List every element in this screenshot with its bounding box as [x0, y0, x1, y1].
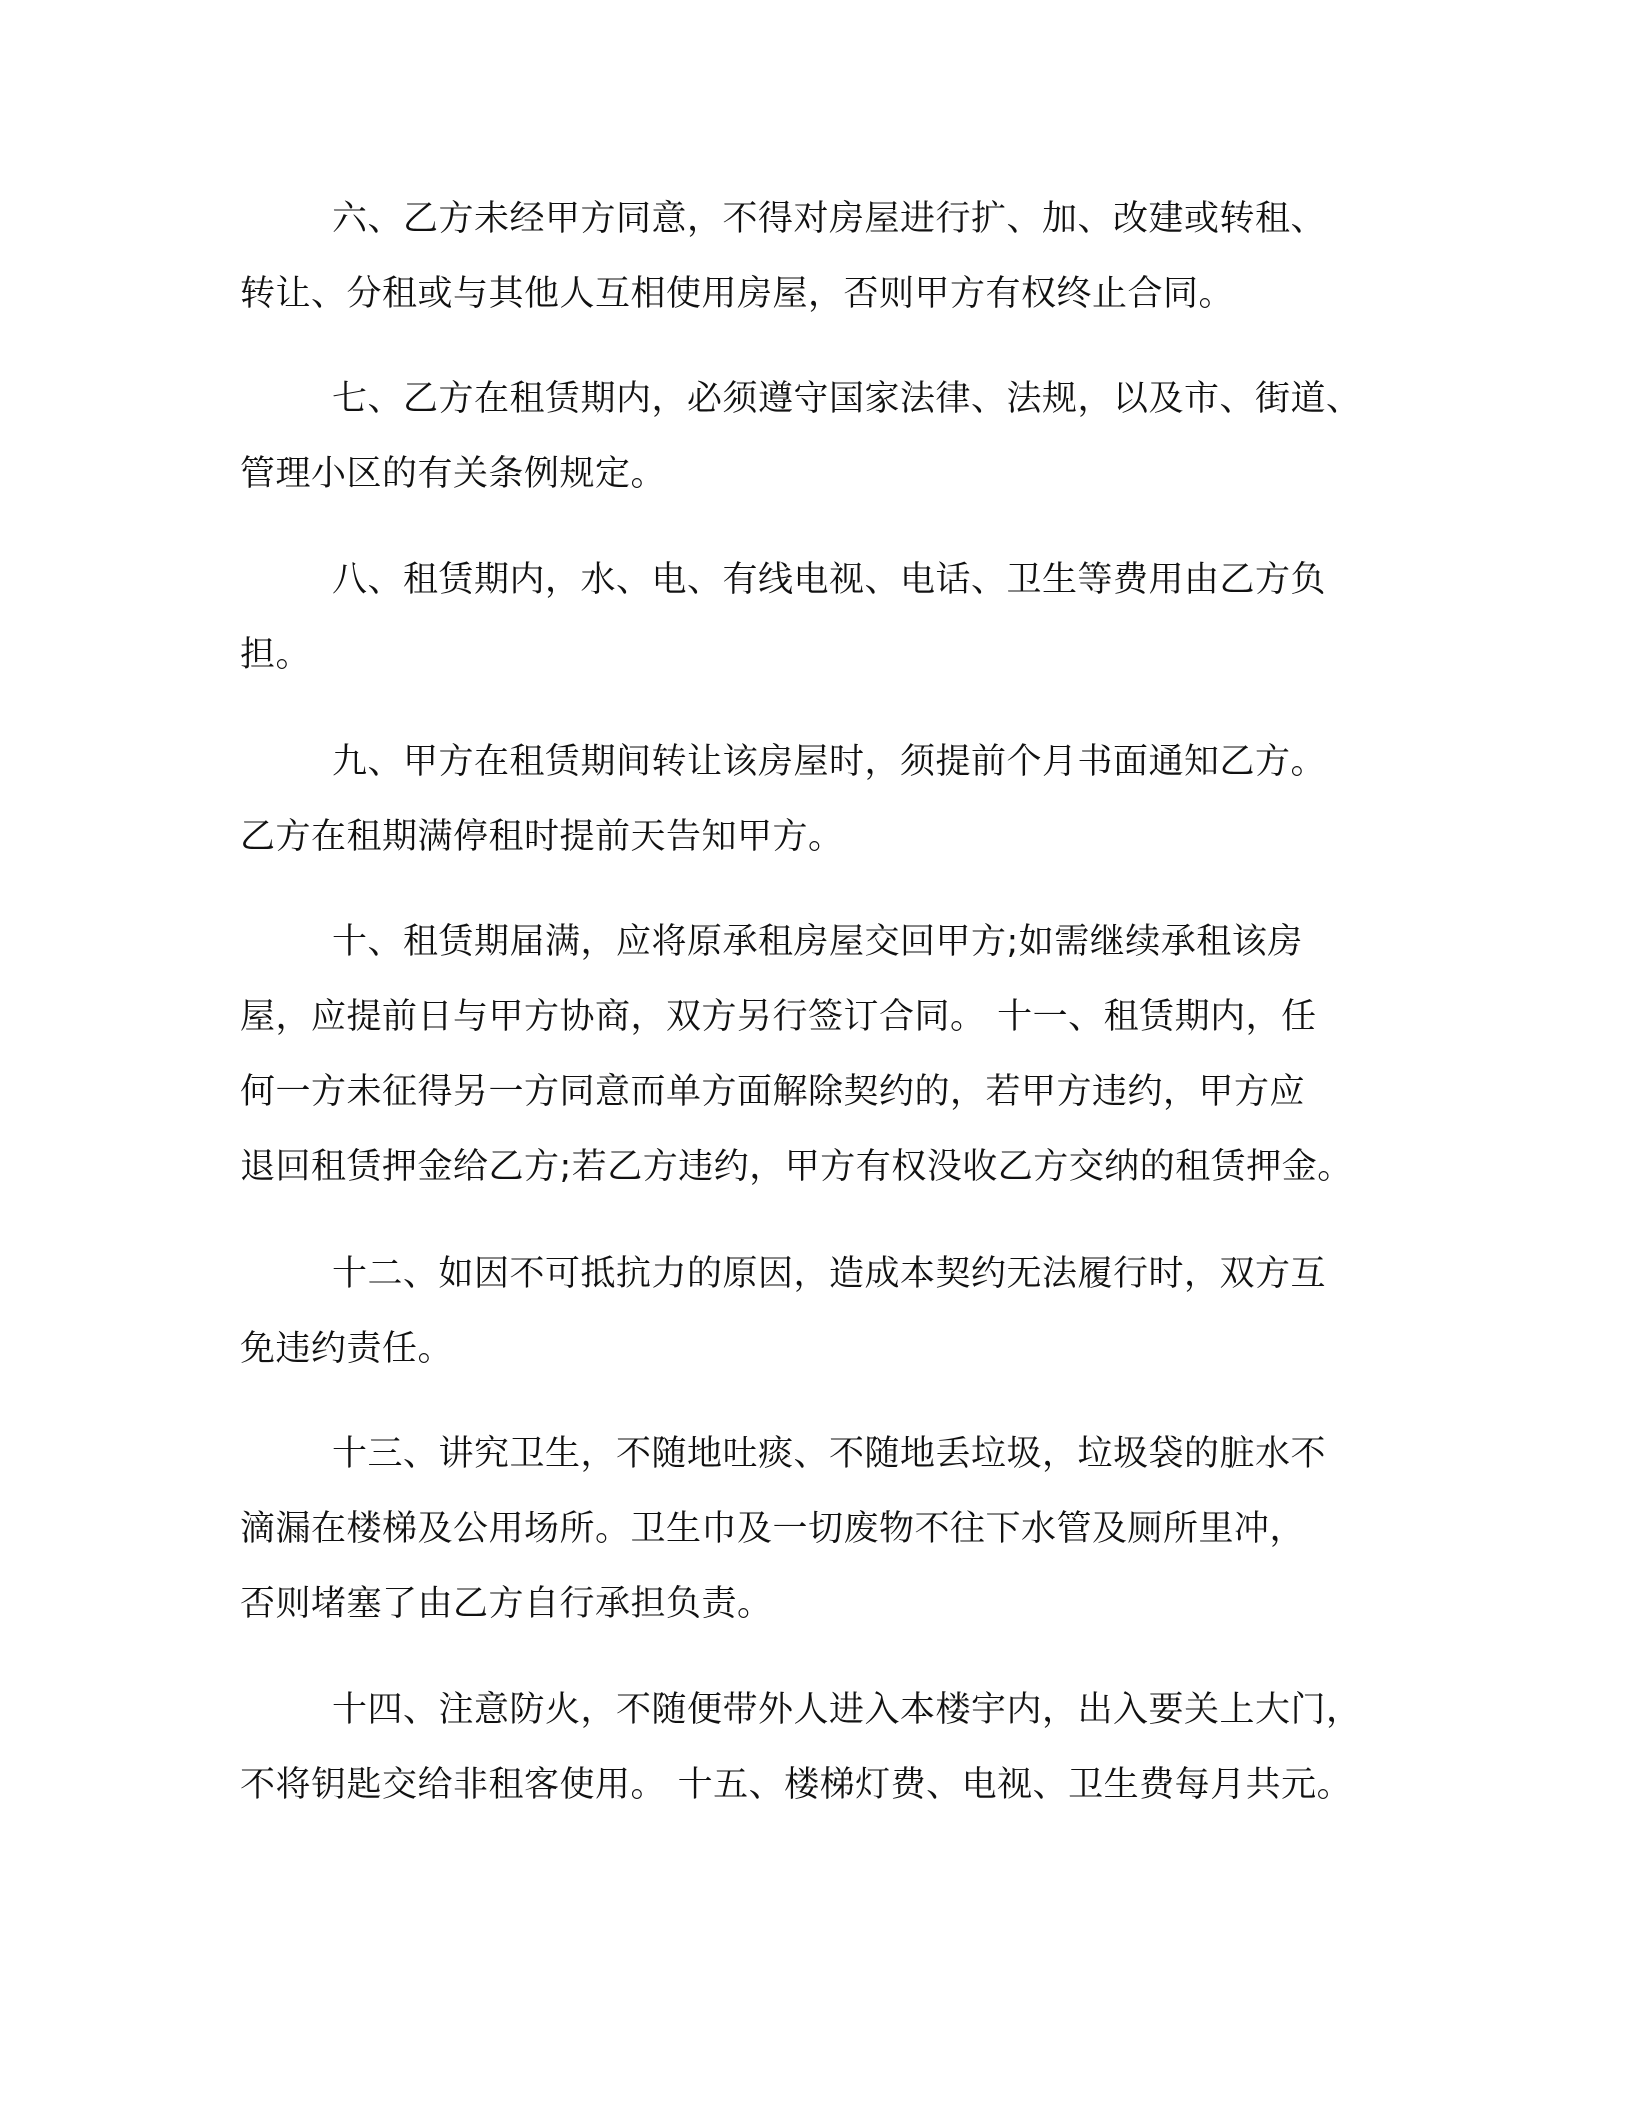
clause-8-line-1: 八、租赁期内，水、电、有线电视、电话、卫生等费用由乙方负 — [332, 560, 1327, 600]
clause-13-line-2: 滴漏在楼梯及公用场所。卫生巾及一切废物不往下水管及厕所里冲， — [240, 1509, 1306, 1549]
clause-10-line-2: 屋，应提前日与甲方协商，双方另行签订合同。 十一、租赁期内，任 — [240, 997, 1317, 1037]
clause-8-line-2: 担。 — [240, 635, 312, 675]
clause-13-line-1: 十三、讲究卫生，不随地吐痰、不随地丢垃圾，垃圾袋的脏水不 — [332, 1434, 1327, 1474]
clause-14-line-2: 不将钥匙交给非租客使用。 十五、楼梯灯费、电视、卫生费每月共元。 — [240, 1765, 1353, 1805]
clause-6-line-1: 六、乙方未经甲方同意，不得对房屋进行扩、加、改建或转租、 — [332, 199, 1327, 239]
clause-7-line-2: 管理小区的有关条例规定。 — [240, 454, 667, 494]
clause-13-line-3: 否则堵塞了由乙方自行承担负责。 — [240, 1584, 773, 1624]
clause-12-line-1: 十二、如因不可抵抗力的原因，造成本契约无法履行时，双方互 — [332, 1254, 1327, 1294]
clause-6-line-2: 转让、分租或与其他人互相使用房屋，否则甲方有权终止合同。 — [240, 274, 1235, 314]
clause-11-line-1: 何一方未征得另一方同意而单方面解除契约的，若甲方违约，甲方应 — [240, 1072, 1306, 1112]
clause-11-line-2: 退回租赁押金给乙方;若乙方违约，甲方有权没收乙方交纳的租赁押金。 — [240, 1147, 1353, 1187]
clause-7-line-1: 七、乙方在租赁期内，必须遵守国家法律、法规，以及市、街道、 — [332, 379, 1362, 419]
clause-9-line-2: 乙方在租期满停租时提前天告知甲方。 — [240, 817, 844, 857]
clause-10-line-1: 十、租赁期届满，应将原承租房屋交回甲方;如需继续承租该房 — [332, 922, 1303, 962]
clause-14-line-1: 十四、注意防火，不随便带外人进入本楼宇内，出入要关上大门， — [332, 1690, 1362, 1730]
clause-9-line-1: 九、甲方在租赁期间转让该房屋时，须提前个月书面通知乙方。 — [332, 742, 1327, 782]
clause-12-line-2: 免违约责任。 — [240, 1329, 454, 1369]
